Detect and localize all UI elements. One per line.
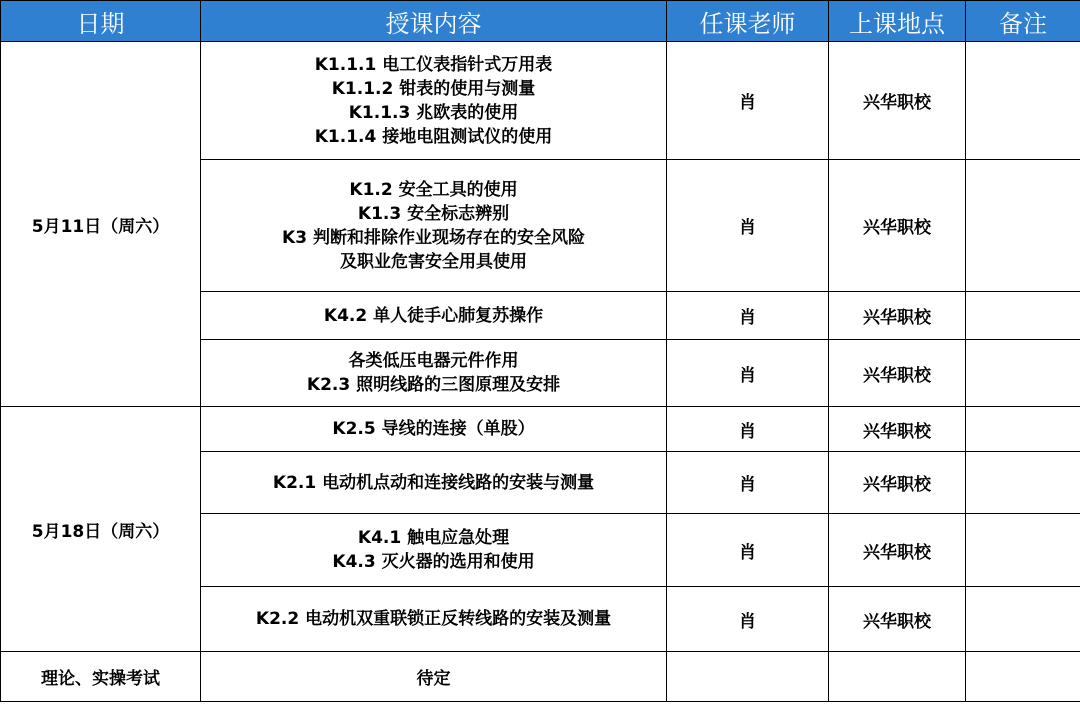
teacher-cell: 肖 <box>667 407 829 452</box>
content-line: K4.2 单人徒手心肺复苏操作 <box>323 305 544 326</box>
content-line: K4.1 触电应急处理 <box>357 528 510 548</box>
header-content: 授课内容 <box>201 1 667 42</box>
content-line: K1.1.1 电工仪表指针式万用表 <box>314 54 553 75</box>
content-cell <box>201 514 667 587</box>
content-cell <box>201 292 667 340</box>
content-line: K1.2 安全工具的使用 <box>349 179 518 200</box>
place-cell: 兴华职校 <box>829 42 966 160</box>
header-place: 上课地点 <box>829 1 966 42</box>
content-line: 及职业危害安全用具使用 <box>340 251 527 272</box>
note-cell <box>966 42 1080 160</box>
content-line: 各类低压电器元件作用 <box>348 351 519 371</box>
header-note: 备注 <box>966 1 1080 42</box>
place-cell: 兴华职校 <box>829 407 966 452</box>
table-row-exam <box>1 652 1080 702</box>
content-cell <box>201 452 667 514</box>
note-cell <box>966 340 1080 407</box>
note-cell <box>966 292 1080 340</box>
teacher-cell: 肖 <box>667 292 829 340</box>
note-cell <box>966 652 1080 702</box>
place-cell: 兴华职校 <box>829 587 966 652</box>
content-line: K2.5 导线的连接（单股） <box>332 419 535 439</box>
place-cell: 兴华职校 <box>829 452 966 514</box>
content-line: K4.3 灭火器的选用和使用 <box>332 552 535 572</box>
place-cell: 兴华职校 <box>829 514 966 587</box>
content-cell <box>201 407 667 452</box>
content-line: K3 判断和排除作业现场存在的安全风险 <box>282 227 585 248</box>
exam-content-cell: 待定 <box>201 652 667 702</box>
note-cell <box>966 452 1080 514</box>
header-teacher: 任课老师 <box>667 1 829 42</box>
teacher-cell <box>667 652 829 702</box>
table-row <box>1 407 1080 452</box>
content-line: K2.3 照明线路的三图原理及安排 <box>306 375 561 395</box>
place-cell: 兴华职校 <box>829 160 966 292</box>
note-cell <box>966 514 1080 587</box>
note-cell <box>966 407 1080 452</box>
note-cell <box>966 587 1080 652</box>
content-line: K1.1.2 钳表的使用与测量 <box>331 78 536 99</box>
teacher-cell: 肖 <box>667 587 829 652</box>
teacher-cell: 肖 <box>667 160 829 292</box>
content-line: K1.1.3 兆欧表的使用 <box>348 102 519 123</box>
note-cell <box>966 160 1080 292</box>
teacher-cell: 肖 <box>667 514 829 587</box>
content-cell <box>201 587 667 652</box>
content-line: K1.3 安全标志辨别 <box>357 203 510 224</box>
table-row <box>1 42 1080 160</box>
teacher-cell: 肖 <box>667 452 829 514</box>
header-row <box>1 1 1080 42</box>
content-line: K2.1 电动机点动和连接线路的安装与测量 <box>272 472 595 493</box>
place-cell <box>829 652 966 702</box>
header-date: 日期 <box>1 1 201 42</box>
content-cell <box>201 42 667 160</box>
teacher-cell: 肖 <box>667 340 829 407</box>
date-cell-day1: 5月11日（周六） <box>1 42 201 407</box>
date-cell-day2: 5月18日（周六） <box>1 407 201 652</box>
date-cell-exam: 理论、实操考试 <box>1 652 201 702</box>
teacher-cell: 肖 <box>667 42 829 160</box>
content-line: K1.1.4 接地电阻测试仪的使用 <box>314 126 553 147</box>
content-cell <box>201 160 667 292</box>
content-cell <box>201 340 667 407</box>
place-cell: 兴华职校 <box>829 292 966 340</box>
place-cell: 兴华职校 <box>829 340 966 407</box>
content-line: K2.2 电动机双重联锁正反转线路的安装及测量 <box>255 609 612 629</box>
